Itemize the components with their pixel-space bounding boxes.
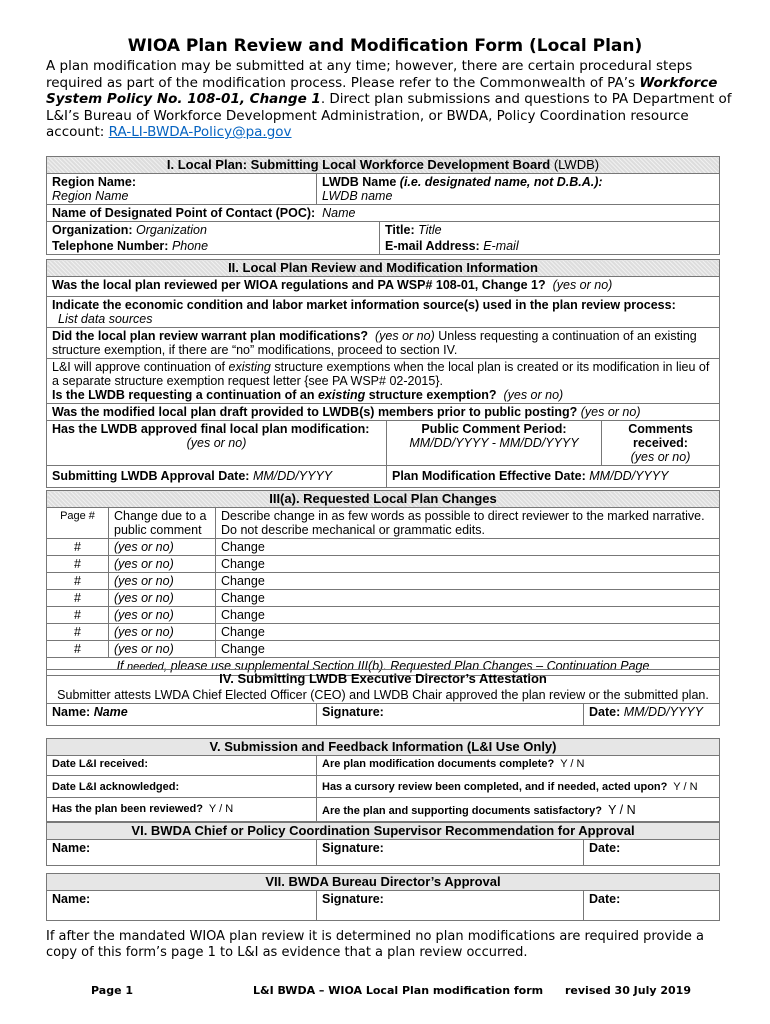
col-change-due-header: Change due to a public comment xyxy=(109,508,216,539)
section-2-table xyxy=(46,259,720,488)
section-2-header: II. Local Plan Review and Modification Information xyxy=(47,260,720,277)
page-number-value[interactable]: # xyxy=(47,607,109,624)
effective-date-cell[interactable] xyxy=(387,466,720,488)
section-4-header: IV. Submitting LWDB Executive Director’s Attestation xyxy=(47,670,720,688)
page-number-value[interactable]: # xyxy=(47,556,109,573)
change-due-value[interactable]: (yes or no) xyxy=(109,624,216,641)
intro-paragraph xyxy=(46,58,736,141)
closing-paragraph: If after the mandated WIOA plan review it is determined no plan modifications are required provide a copy of this form’s page 1 to L&I as evidence that a plan review occurred. xyxy=(46,929,705,960)
modifications-question: Did the local plan review warrant plan modifications? xyxy=(52,329,369,343)
attest-date-value[interactable]: MM/DD/YYYY xyxy=(623,705,703,719)
change-due-value[interactable]: (yes or no) xyxy=(109,607,216,624)
attestation-text: Submitter attests LWDA Chief Elected Officer (CEO) and LWDB Chair approved the plan review or the submitted plan. xyxy=(47,687,720,704)
attest-signature-label: Signature: xyxy=(322,705,384,719)
s7-name-cell[interactable]: Name: xyxy=(47,891,317,921)
docs-complete-answer[interactable]: Y / N xyxy=(560,758,585,770)
page-number-value[interactable]: # xyxy=(47,624,109,641)
section-3a-header: III(a). Requested Local Plan Changes xyxy=(47,491,720,508)
email-label: E-mail Address: xyxy=(385,239,480,253)
approval-date-label: Submitting LWDB Approval Date: xyxy=(52,469,250,483)
organization-label: Organization: xyxy=(52,223,133,237)
col-page-header: Page # xyxy=(47,508,109,539)
satisfactory-answer[interactable]: Y / N xyxy=(608,803,636,817)
exemption-note-row: L&I will approve continuation of existing structure exemptions when the local plan is created or its modification in lieu of a separate structure exemption request letter {see PA WSP# 02-2015}. Is the LWDB requesting a continuation of an existing structure exemption? (yes or no) xyxy=(47,359,720,404)
email-value[interactable]: E-mail xyxy=(483,239,519,253)
lwdb-name-note: (i.e. designated name, not D.B.A.): xyxy=(399,175,603,189)
section-6-header: VI. BWDA Chief or Policy Coordination Supervisor Recommendation for Approval xyxy=(47,823,720,840)
date-received-cell[interactable]: Date L&I received: xyxy=(47,756,317,776)
change-value[interactable]: Change xyxy=(216,590,720,607)
docs-complete-cell[interactable]: Are plan modification documents complete? Y / N xyxy=(317,756,720,776)
approval-date-value[interactable]: MM/DD/YYYY xyxy=(252,469,333,483)
attest-date-cell[interactable] xyxy=(584,704,720,726)
section-1-header: I. Local Plan: Submitting Local Workforce Development Board (LWDB) xyxy=(47,157,720,174)
s6-date-cell[interactable]: Date: xyxy=(584,840,720,866)
footer-page-number: Page 1 xyxy=(91,984,134,997)
policy-reference: Workforce System Policy No. 108-01, Change 1 xyxy=(46,74,718,107)
email-cell[interactable] xyxy=(380,238,720,255)
effective-date-label: Plan Modification Effective Date: xyxy=(392,469,586,483)
intro-text-1: A plan modification may be submitted at any time; however, there are certain procedural steps required as part of the modification process. Please refer to the Commonwealth of PA’s xyxy=(46,58,693,91)
poc-value[interactable]: Name xyxy=(322,206,356,220)
change-value[interactable]: Change xyxy=(216,556,720,573)
plan-reviewed-question: Was the local plan reviewed per WIOA regulations and PA WSP# 108-01, Change 1? xyxy=(52,278,546,292)
s7-date-cell[interactable]: Date: xyxy=(584,891,720,921)
change-value[interactable]: Change xyxy=(216,539,720,556)
page-number-value[interactable]: # xyxy=(47,539,109,556)
plan-reviewed-answer[interactable]: (yes or no) xyxy=(552,278,613,292)
form-title: WIOA Plan Review and Modification Form (Local Plan) xyxy=(127,36,643,56)
change-row xyxy=(47,641,720,658)
s6-name-cell[interactable]: Name: xyxy=(47,840,317,866)
title-value[interactable]: Title xyxy=(418,223,442,237)
change-row xyxy=(47,590,720,607)
region-name-label: Region Name: xyxy=(52,175,137,189)
approval-date-cell[interactable] xyxy=(47,466,387,488)
change-row xyxy=(47,607,720,624)
intro-text-2: . Direct plan submissions and questions to PA Department of L&I’s Bureau of Workforce Development Administration, or BWDA, Policy Coordination resource account: xyxy=(46,91,732,140)
lwdb-name-value[interactable]: LWDB name xyxy=(322,189,393,203)
change-row xyxy=(47,573,720,590)
title-label: Title: xyxy=(385,223,415,237)
section-4-table xyxy=(46,669,720,726)
change-value[interactable]: Change xyxy=(216,573,720,590)
page-number-value[interactable]: # xyxy=(47,641,109,658)
modifications-note: Unless requesting a continuation of an existing structure exemption, if there are “no” modifications, proceed to section IV. xyxy=(52,329,697,357)
section-7-header: VII. BWDA Bureau Director’s Approval xyxy=(47,874,720,891)
draft-provided-question: Was the modified local plan draft provided to LWDB(s) members prior to public posting? xyxy=(52,405,578,419)
draft-provided-row[interactable] xyxy=(47,404,720,421)
lwdb-approved-cell[interactable] xyxy=(47,421,387,466)
modifications-answer[interactable]: (yes or no) xyxy=(375,329,435,343)
data-sources-question: Indicate the economic condition and labor market information source(s) used in the plan review process: xyxy=(52,298,676,312)
lwdb-approved-answer[interactable]: (yes or no) xyxy=(186,436,247,450)
plan-reviewed-row[interactable] xyxy=(47,277,720,297)
change-due-value[interactable]: (yes or no) xyxy=(109,590,216,607)
policy-email-link[interactable]: RA-LI-BWDA-Policy@pa.gov xyxy=(108,124,292,140)
effective-date-value[interactable]: MM/DD/YYYY xyxy=(589,469,669,483)
data-sources-answer[interactable]: List data sources xyxy=(58,312,153,326)
section-1-table xyxy=(46,156,720,255)
footer-form-name: L&I BWDA – WIOA Local Plan modification form xyxy=(253,984,544,997)
modifications-row[interactable] xyxy=(47,328,720,359)
region-name-cell[interactable] xyxy=(47,174,317,205)
section-5-table xyxy=(46,738,720,822)
s6-signature-cell[interactable]: Signature: xyxy=(317,840,584,866)
page-number-value[interactable]: # xyxy=(47,590,109,607)
comments-received-value[interactable]: (yes or no) xyxy=(630,450,691,464)
lwdb-approved-question: Has the LWDB approved final local plan modification: xyxy=(52,422,370,436)
public-comment-label: Public Comment Period: xyxy=(421,422,567,436)
col-describe-header: Describe change in as few words as possible to direct reviewer to the marked narrative. Do not describe mechanical or grammatic edits. xyxy=(216,508,720,539)
change-due-value[interactable]: (yes or no) xyxy=(109,556,216,573)
lwdb-name-label: LWDB Name xyxy=(322,175,400,189)
change-row xyxy=(47,539,720,556)
comments-received-label: Comments received: xyxy=(628,422,693,450)
attest-name-cell[interactable] xyxy=(47,704,317,726)
attest-name-value[interactable]: Name xyxy=(93,705,128,719)
cursory-review-answer[interactable]: Y / N xyxy=(673,781,698,793)
title-cell[interactable] xyxy=(380,222,720,239)
exemption-answer[interactable]: (yes or no) xyxy=(503,388,564,402)
change-due-value[interactable]: (yes or no) xyxy=(109,641,216,658)
change-value[interactable]: Change xyxy=(216,641,720,658)
telephone-label: Telephone Number: xyxy=(52,239,169,253)
change-due-value[interactable]: (yes or no) xyxy=(109,539,216,556)
organization-cell[interactable] xyxy=(47,222,380,239)
section-6-table xyxy=(46,822,720,866)
section-7-table xyxy=(46,873,720,921)
poc-label: Name of Designated Point of Contact (POC): xyxy=(52,206,316,220)
plan-reviewed-yn[interactable]: Y / N xyxy=(208,803,234,815)
telephone-value[interactable]: Phone xyxy=(171,239,209,253)
public-comment-value[interactable]: MM/DD/YYYY - MM/DD/YYYY xyxy=(409,436,579,450)
exemption-question: Is the LWDB requesting a continuation of an xyxy=(52,388,318,402)
s7-signature-cell[interactable]: Signature: xyxy=(317,891,584,921)
page-number-value[interactable]: # xyxy=(47,573,109,590)
change-due-value[interactable]: (yes or no) xyxy=(109,573,216,590)
section-3a-table xyxy=(46,490,720,676)
attest-name-label: Name: xyxy=(52,705,91,719)
data-sources-row[interactable] xyxy=(47,297,720,328)
telephone-cell[interactable] xyxy=(47,238,380,255)
draft-provided-answer[interactable]: (yes or no) xyxy=(580,405,641,419)
footer-revised-date: revised 30 July 2019 xyxy=(565,984,691,997)
region-name-value[interactable]: Region Name xyxy=(52,189,129,203)
change-value[interactable]: Change xyxy=(216,607,720,624)
section-5-header: V. Submission and Feedback Information (L&I Use Only) xyxy=(47,739,720,756)
change-value[interactable]: Change xyxy=(216,624,720,641)
comments-received-cell[interactable] xyxy=(602,421,720,466)
organization-value[interactable]: Organization xyxy=(136,223,207,237)
poc-cell[interactable] xyxy=(47,205,720,222)
change-row xyxy=(47,624,720,641)
date-acknowledged-cell[interactable]: Date L&I acknowledged: xyxy=(47,776,317,798)
lwdb-name-cell[interactable] xyxy=(317,174,720,205)
continuation-note: If needed, please use supplemental Section III(b). Requested Plan Changes – Continuation Page xyxy=(47,658,720,676)
plan-reviewed-cell[interactable]: Has the plan been reviewed? Y / N xyxy=(47,798,317,822)
cursory-review-cell[interactable]: Has a cursory review been completed, and if needed, acted upon? Y / N xyxy=(317,776,720,798)
satisfactory-cell[interactable]: Are the plan and supporting documents satisfactory? Y / N xyxy=(317,798,720,822)
attest-date-label: Date: xyxy=(589,705,621,719)
attest-signature-cell[interactable] xyxy=(317,704,584,726)
change-row xyxy=(47,556,720,573)
public-comment-cell[interactable] xyxy=(387,421,602,466)
